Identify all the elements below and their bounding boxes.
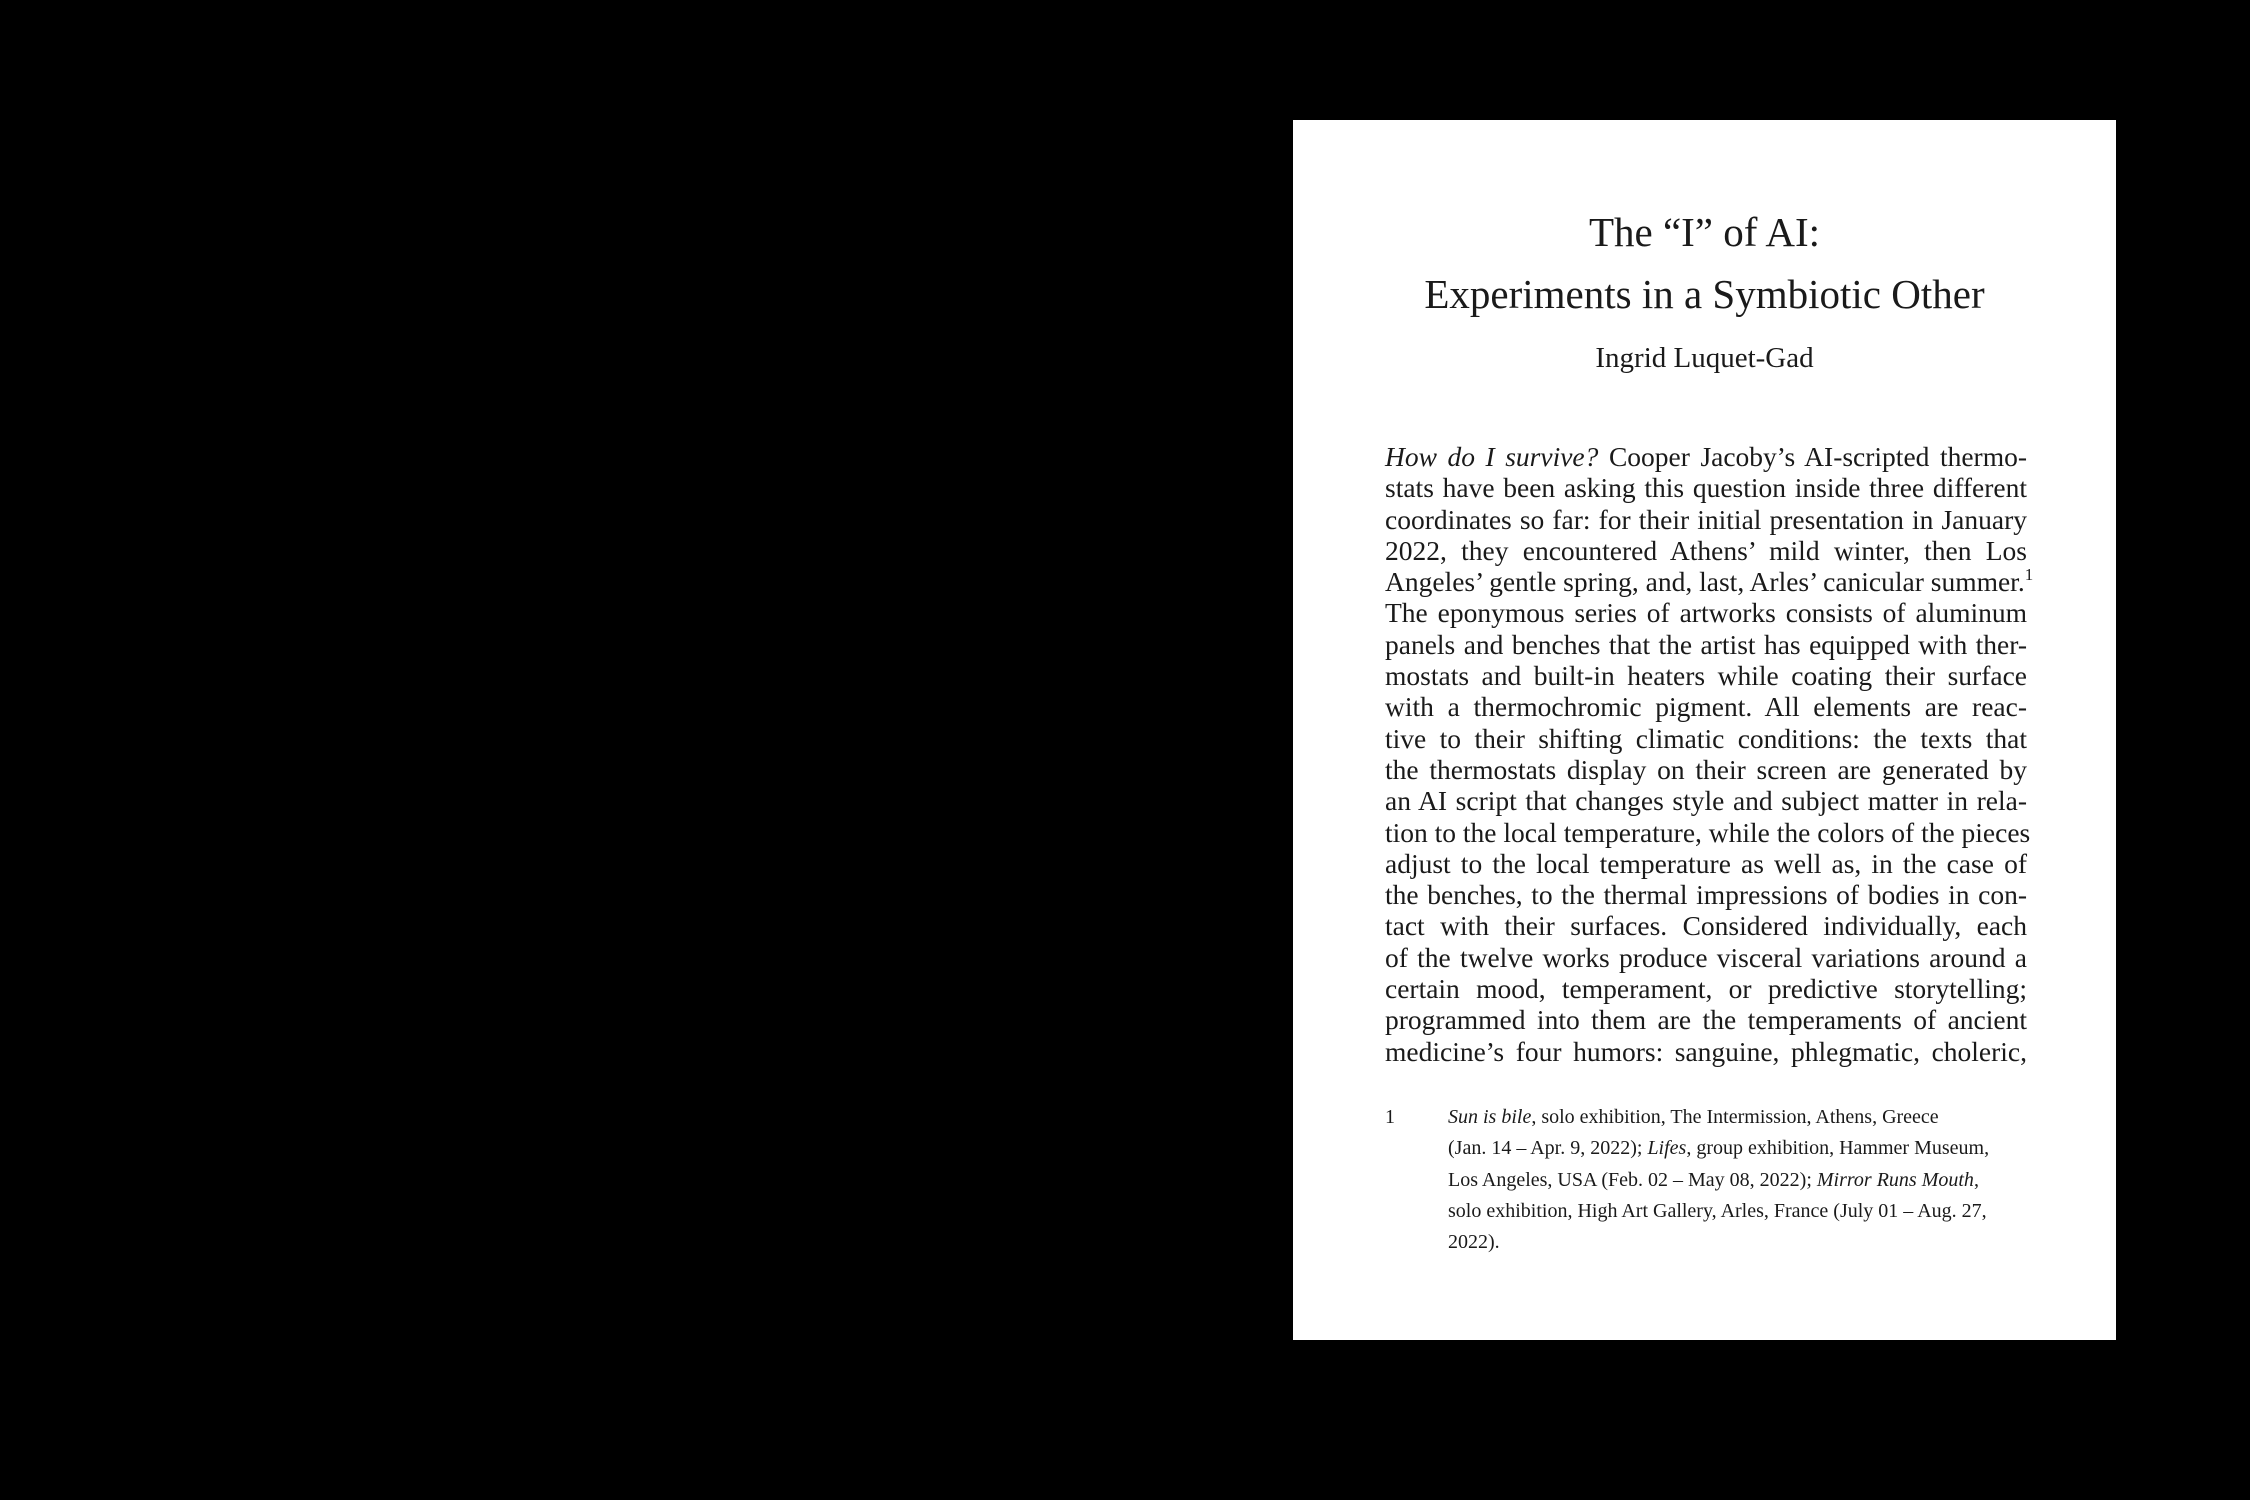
page-title-line-1: The “I” of AI: (1588, 209, 1821, 255)
body-line: The eponymous series of artworks consists of aluminum (1385, 597, 2027, 629)
body-line: tion to the local temperature, while the colors of the pieces (1385, 816, 2031, 848)
body-line (1385, 565, 2034, 598)
body-line: mostats and built-in heaters while coating their surface (1385, 660, 2027, 692)
body-line: the benches, to the thermal impressions of bodies in con- (1385, 879, 2027, 911)
footnote-line-text: , group exhibition, Hammer Museum, (1686, 1137, 1990, 1160)
body-line: the thermostats display on their screen are generated by (1385, 753, 2027, 785)
page-title-line-2: Experiments in a Symbiotic Other (1424, 271, 1985, 317)
body-line: coordinates so far: for their initial presentation in January (1385, 503, 2027, 535)
exhibition-title: Sun is bile (1448, 1106, 1532, 1128)
footnote-text (1448, 1102, 2028, 1258)
body-line: an AI script that changes style and subject matter in rela- (1385, 785, 2027, 817)
exhibition-title: Mirror Runs Mouth (1816, 1168, 1974, 1191)
italic-phrase: How do I survive? (1385, 441, 1599, 472)
footnote-line-text: , (1973, 1168, 1979, 1191)
body-line: tact with their surfaces. Considered individually, each (1385, 910, 2027, 942)
footnote-line: 2022). (1448, 1231, 1500, 1254)
body-line: 2022, they encountered Athens’ mild winter, then Los (1385, 534, 2027, 566)
footnote-line: solo exhibition, High Art Gallery, Arles, France (July 01 – Aug. 27, (1448, 1199, 1987, 1222)
body-line: certain mood, temperament, or predictive storytelling; (1385, 973, 2027, 1005)
document-page (1293, 120, 2116, 1340)
body-paragraph (1385, 441, 2034, 1067)
footnote-reference[interactable]: 1 (2024, 565, 2034, 585)
footnote-line-text: (Jan. 14 – Apr. 9, 2022); (1448, 1137, 1648, 1160)
body-line: adjust to the local temperature as well as, in the case of (1385, 847, 2027, 879)
body-line: of the twelve works produce visceral variations around a (1385, 941, 2027, 973)
body-line: tive to their shifting climatic conditions: the texts that (1385, 722, 2027, 754)
footnote-line (1448, 1133, 2028, 1164)
footnote-line (1448, 1102, 2028, 1133)
footnote-number: 1 (1385, 1106, 1395, 1128)
body-line (1385, 441, 2027, 472)
body-line: medicine’s four humors: sanguine, phlegmatic, choleric, (1385, 1035, 2027, 1067)
footnote-line-text: , solo exhibition, The Intermission, Athens, Greece (1531, 1106, 1939, 1128)
body-line: panels and benches that the artist has equipped with ther- (1385, 628, 2027, 660)
body-line-text: Cooper Jacoby’s AI-scripted thermo- (1598, 441, 2027, 472)
author-name: Ingrid Luquet-Gad (1595, 342, 1814, 374)
exhibition-title: Lifes (1647, 1137, 1687, 1160)
body-line: programmed into them are the temperaments of ancient (1385, 1004, 2027, 1036)
body-line: with a thermochromic pigment. All elements are reac- (1385, 691, 2027, 723)
body-line: stats have been asking this question inside three different (1385, 472, 2027, 504)
footnote-line-text: Los Angeles, USA (Feb. 02 – May 08, 2022); (1448, 1168, 1817, 1191)
body-line-text: Angeles’ gentle spring, and, last, Arles’ canicular summer. (1385, 566, 2025, 598)
footnote-line (1448, 1165, 2028, 1196)
